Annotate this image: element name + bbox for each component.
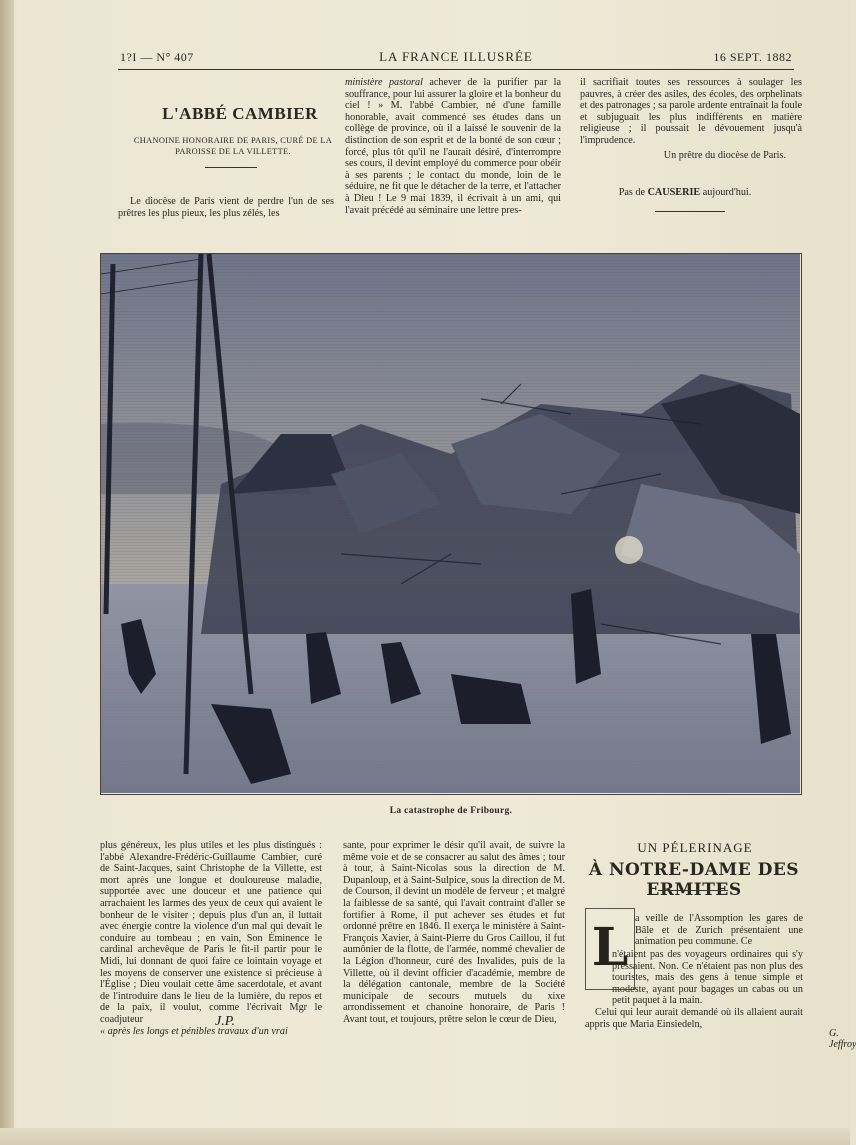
article-column-2-top xyxy=(345,77,561,216)
lantern-glow xyxy=(615,536,643,564)
article2-title: À NOTRE-DAME DES ERMITES xyxy=(588,860,800,900)
article-paragraph: sante, pour exprimer le désir qu'il avait, de suivre la même voie et de se consacrer au salut des âmes ; tour à tour, à Saint-Nicolas sous la direction de M. Dupanloup, et à Saint-Sulpice, sous la direction de M. de Courson, il devint un modèle de ferveur ; et malgré la faiblesse de sa santé, qui l'avait contraint d'aller se fortifier à Rome, il put achever ses études et fut ordonné prêtre en 1846. Il exerça le ministère à Saint-François Xavier, à Saint-Pierre du Gros Caillou, il fut aumônier de la flotte, de l'armée, nommé chevalier de la Légion d'honneur, curé des Invalides, puis de la Villette, où il devint officier d'académie, membre de la délégation cantonale, membre de la Société municipale de secours mutuels du xixe arrondissement et chanoine honoraire, de Paris ! Avant tout, et toujours, prêtre selon le cœur de Dieu, xyxy=(343,840,565,1025)
article-paragraph: il sacrifiait toutes ses ressources à soulager les pauvres, à créer des asiles, des écoles, des orphelinats et des patronages ; sa parole ardente entraînait la foule et subjuguait les plus indifférents en matière religieuse ; il poussait le dévouement jusqu'à l'imprudence. xyxy=(580,77,802,146)
page-binding-edge xyxy=(0,0,14,1145)
artist-monogram: J.P. xyxy=(215,1014,235,1029)
article-column-1-bottom xyxy=(100,840,322,1037)
article-signature: Un prêtre du diocèse de Paris. xyxy=(663,150,786,161)
italic-phrase: ministère pastoral xyxy=(345,77,423,88)
article-paragraph: Le diocèse de Paris vient de perdre l'un de ses prêtres les plus pieux, les plus zélés, les xyxy=(118,196,334,219)
title-rule xyxy=(205,167,257,168)
article-paragraph: Celui qui leur aurait demandé où ils allaient aurait appris que Maria Einsiedeln, xyxy=(585,1007,803,1030)
issue-number: 1?I — N° 407 xyxy=(120,50,194,64)
article2-kicker: UN PÉLERINAGE xyxy=(637,840,753,855)
train-wreck-engraving xyxy=(101,254,800,793)
article2-paragraph-a xyxy=(635,913,803,948)
article2-title-rule xyxy=(658,890,728,891)
dropcap-letter: L xyxy=(591,917,629,978)
no-causerie-notice xyxy=(580,187,790,198)
article2-paragraph-b xyxy=(612,949,803,1007)
article2-paragraph-c xyxy=(585,1007,803,1030)
article-paragraph: n'étaient pas des voyageurs ordinaires qui s'y pressaient. Non. Ce n'étaient pas non plus des touristes, mais des gens à tenue simple et modeste, ayant pour bagages un cabas ou un petit paquet à la main. xyxy=(612,949,803,1007)
article-column-2-bottom xyxy=(343,840,565,1026)
notice-rule xyxy=(655,211,725,212)
article-paragraph: plus généreux, les plus utiles et les plus distingués : l'abbé Alexandre-Frédéric-Guillaume Cambier, curé de Saint-Jacques, saint Christophe de la Villette, est mort après une longue et douloureuse maladie, supportée avec une douceur et une patience qui arrachaient les larmes des yeux de ceux qui avaient le bonheur de le visiter ; depuis plus d'un an, il luttait avec énergie contre la violence d'un mal qui devait le conduire au tombeau ; en vain, Son Éminence le cardinal archevêque de Paris le fit-il partir pour le Midi, lui donnant de quoi faire ce lointain voyage et les moyens de conserver une existence si précieuse à l'Église ; Dieu voulait cette âme sacerdotale, et avant de l'introduire dans le lieu de la lumière, du repos et de la paix, il voulut, comme l'écrivait Mgr le coadjuteur xyxy=(100,840,322,1025)
article-text: achever de la purifier par la souffrance, pour lui assurer la gloire et la bonheur du ciel ! » M. l'abbé Cambier, né d'une famille honorable, avait commencé ses études dans un collège de province, où il a laissé le souvenir de la distinction de son esprit et de la bonté de son cœur ; forcé, plus tôt qu'il ne l'aurait désiré, d'interrompre ses cours, il devint employé du commerce pour obéir à ses parents ; le contact du monde, loin de le séduire, ne fit que le détacher de la terre, et l'attacher à Dieu ! Le 9 mai 1839, il écrivait à un ami, qui l'avait précédé au séminaire une lettre pres- xyxy=(345,77,561,216)
page-bottom-edge xyxy=(0,1128,850,1145)
article-paragraph xyxy=(345,77,561,216)
illustration-caption: La catastrophe de Fribourg. xyxy=(389,806,513,816)
masthead-title: LA FRANCE ILLUSRÉE xyxy=(379,49,533,64)
article-column-1-top xyxy=(118,196,334,219)
notice-text: Pas de xyxy=(618,187,648,198)
article-subtitle: CHANOINE HONORAIRE DE PARIS, CURÉ DE LA PAROISSE DE LA VILLETTE. xyxy=(133,136,333,156)
notice-text: aujourd'hui. xyxy=(700,187,752,198)
article-quote: « après les longs et pénibles travaux d'un vrai xyxy=(100,1025,288,1037)
article-paragraph: a veille de l'Assomption les gares de Bâle et de Zurich présentaient une animation peu commune. Ce xyxy=(635,913,803,948)
notice-bold: CAUSERIE xyxy=(647,187,701,198)
engraver-signature: G. Jeffroy xyxy=(829,1028,856,1050)
header-rule xyxy=(118,69,794,70)
article-column-3-top xyxy=(580,77,802,147)
article-title: L'ABBÉ CAMBIER xyxy=(162,104,318,123)
issue-date: 16 SEPT. 1882 xyxy=(713,50,792,64)
page-header xyxy=(120,46,792,68)
